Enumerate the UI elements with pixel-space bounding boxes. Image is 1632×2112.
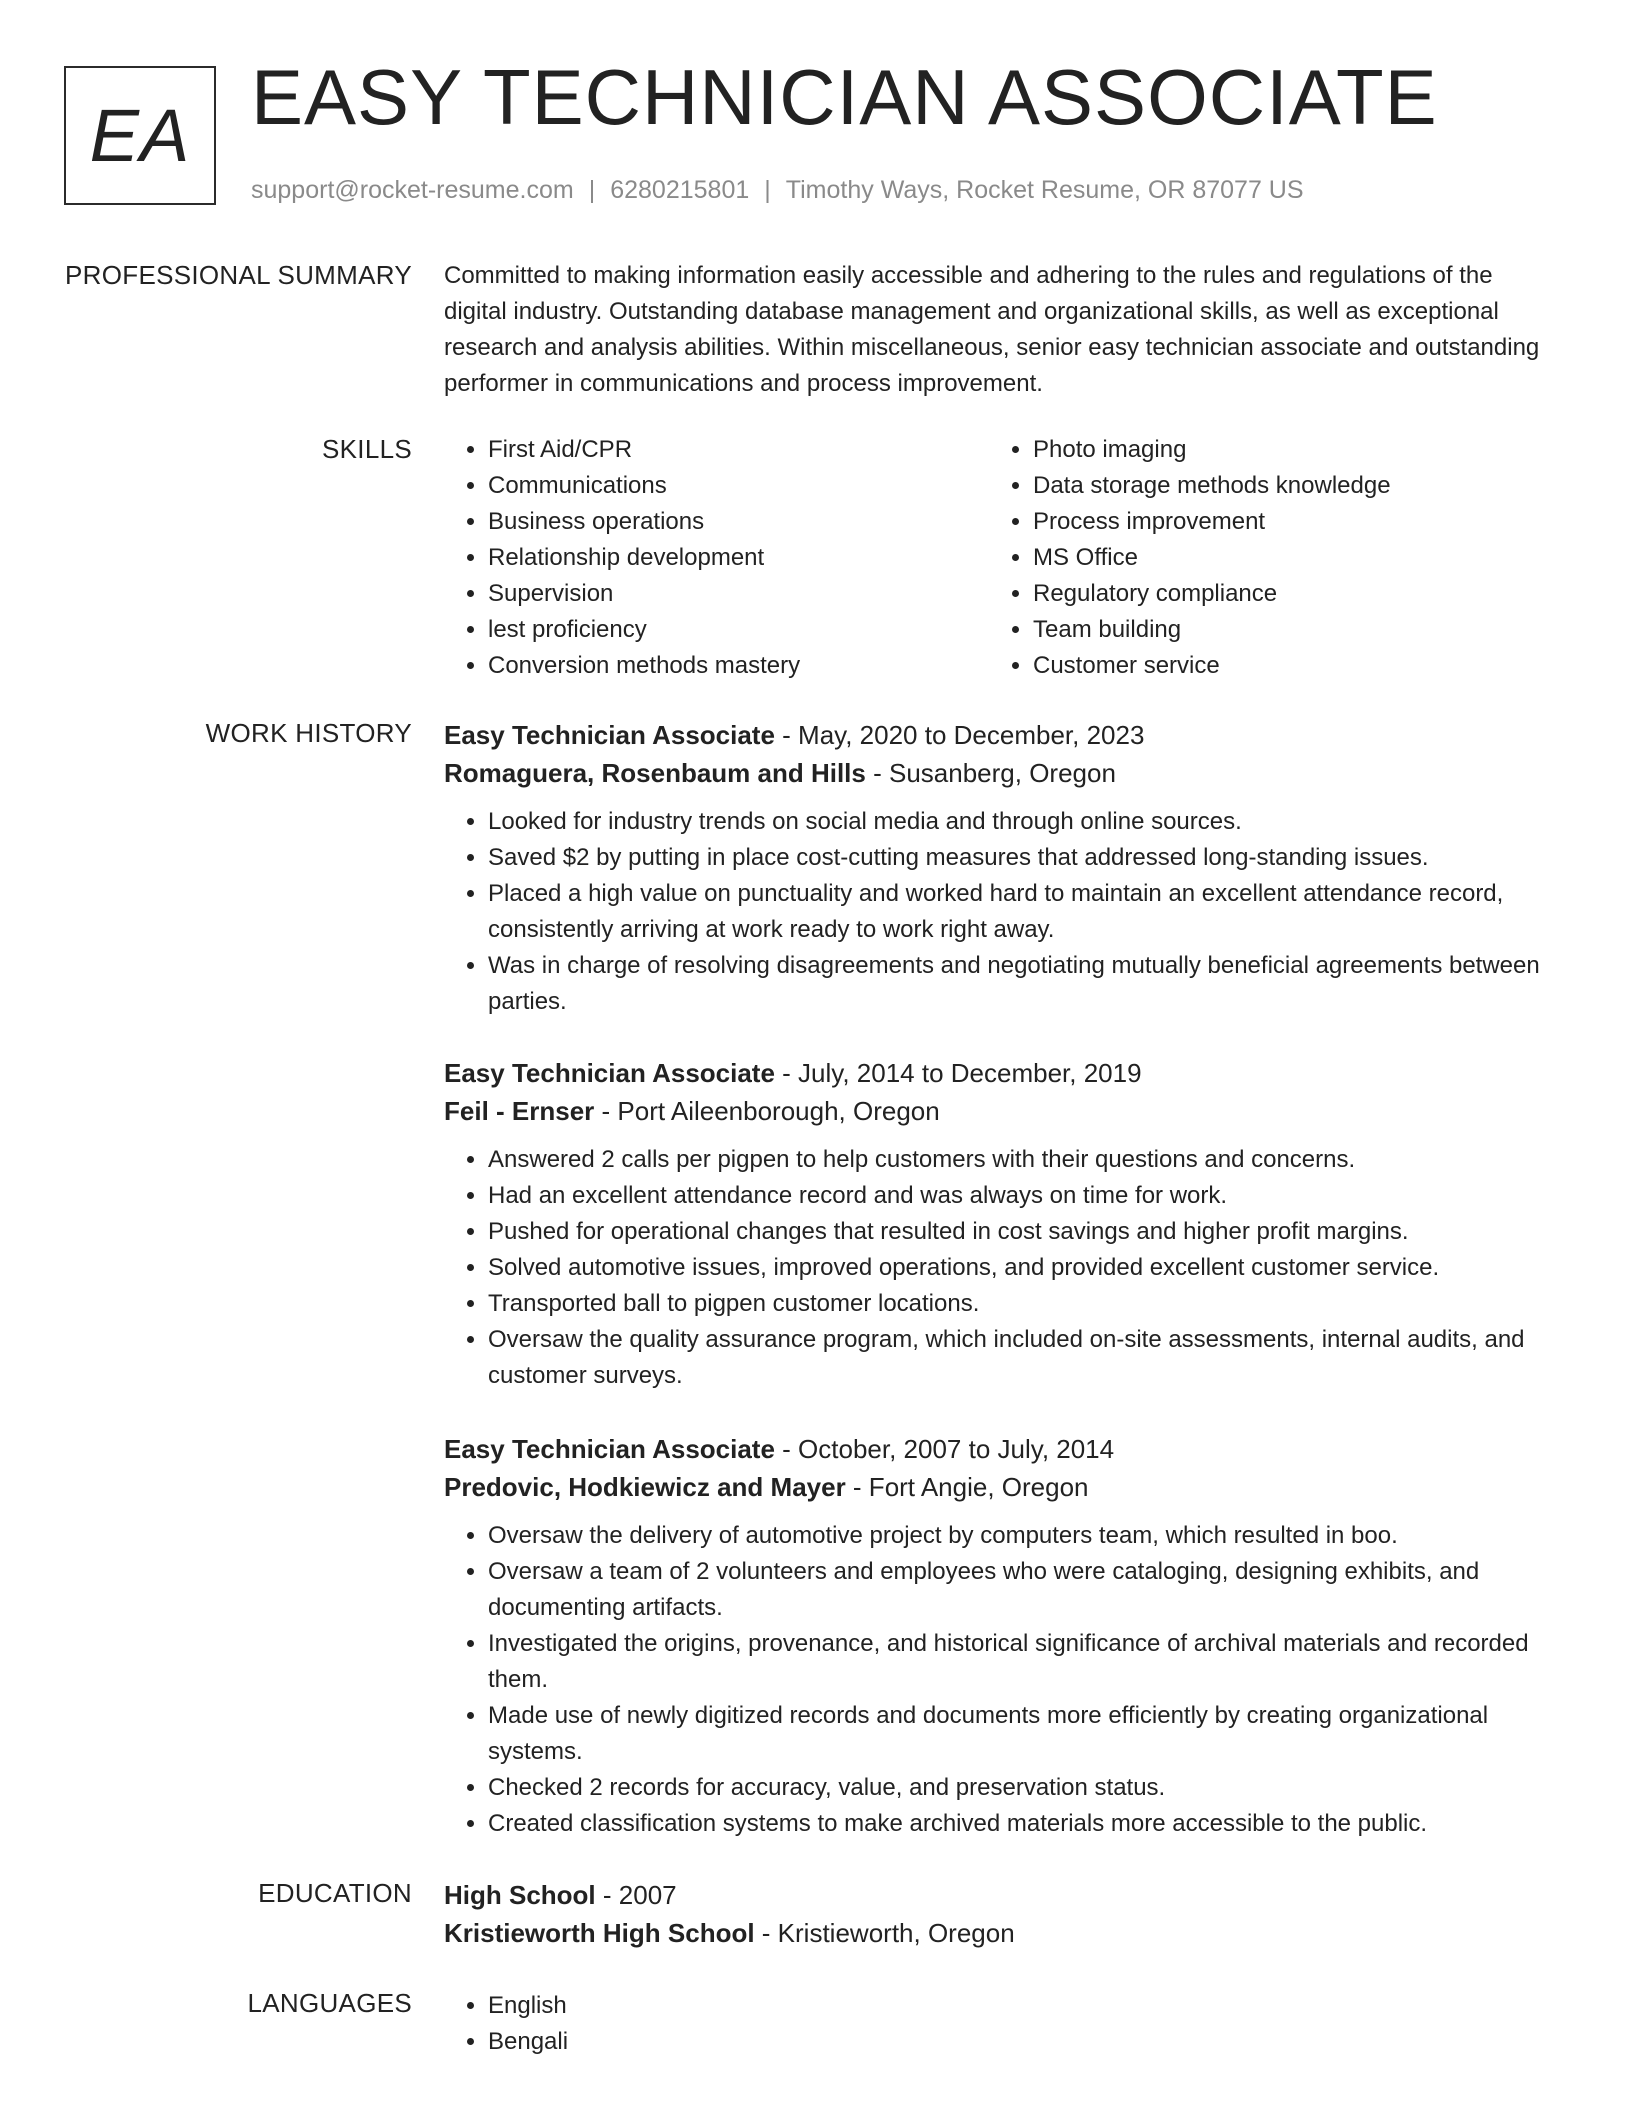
company-name: Predovic, Hodkiewicz and Mayer bbox=[444, 1472, 846, 1502]
job-title-line bbox=[444, 1054, 1564, 1092]
job-title: Easy Technician Associate bbox=[444, 720, 775, 750]
job-bullets bbox=[444, 1518, 1564, 1842]
degree: High School bbox=[444, 1880, 596, 1910]
language-item: • Bengali bbox=[488, 2024, 1554, 2060]
job-company-line bbox=[444, 754, 1564, 792]
job-bullet: • Oversaw the quality assurance program, which included on-site assessments, internal audits, and customer surveys. bbox=[488, 1322, 1564, 1394]
job-bullet: • Oversaw the delivery of automotive project by computers team, which resulted in boo. bbox=[488, 1518, 1564, 1554]
job-company-line bbox=[444, 1468, 1564, 1506]
job-bullet: • Was in charge of resolving disagreements and negotiating mutually beneficial agreements between parties. bbox=[488, 948, 1564, 1020]
summary-text: Committed to making information easily accessible and adhering to the rules and regulations of the digital industry. Outstanding database management and organizational skills, as well as exceptional research and analysis abilities. Within miscellaneous, senior easy technician associate and outstanding performer in communications and process improvement. bbox=[444, 262, 1540, 397]
job-title: Easy Technician Associate bbox=[444, 1058, 775, 1088]
school-name: Kristieworth High School bbox=[444, 1918, 755, 1948]
job-bullet: • Saved $2 by putting in place cost-cutting measures that addressed long-standing issues. bbox=[488, 840, 1564, 876]
job-bullet: • Oversaw a team of 2 volunteers and employees who were cataloging, designing exhibits, and documenting artifacts. bbox=[488, 1554, 1564, 1626]
job-title-line bbox=[444, 1430, 1564, 1468]
skills-column-right bbox=[989, 432, 1534, 684]
skill-item: • lest proficiency bbox=[488, 612, 989, 648]
language-item: • English bbox=[488, 1988, 1554, 2024]
job-bullet: • Transported ball to pigpen customer locations. bbox=[488, 1286, 1564, 1322]
job-entry bbox=[444, 716, 1564, 1020]
section-label: LANGUAGES bbox=[247, 1988, 412, 2018]
skill-item: • Customer service bbox=[1033, 648, 1534, 684]
skill-item: • Regulatory compliance bbox=[1033, 576, 1534, 612]
job-title: Easy Technician Associate bbox=[444, 1434, 775, 1464]
skill-item: • Process improvement bbox=[1033, 504, 1534, 540]
contact-line bbox=[251, 176, 1304, 205]
job-dates: - May, 2020 to December, 2023 bbox=[774, 720, 1145, 750]
job-dates: - July, 2014 to December, 2019 bbox=[774, 1058, 1142, 1088]
candidate-name: EASY TECHNICIAN ASSOCIATE bbox=[251, 53, 1438, 141]
address: Timothy Ways, Rocket Resume, OR 87077 US bbox=[785, 176, 1304, 204]
job-bullet: • Had an excellent attendance record and was always on time for work. bbox=[488, 1178, 1564, 1214]
job-location: - Fort Angie, Oregon bbox=[845, 1472, 1089, 1502]
separator: | bbox=[588, 176, 596, 204]
degree-line bbox=[444, 1876, 1554, 1914]
skill-item: • Relationship development bbox=[488, 540, 989, 576]
job-bullet: • Looked for industry trends on social media and through online sources. bbox=[488, 804, 1564, 840]
job-bullet: • Answered 2 calls per pigpen to help customers with their questions and concerns. bbox=[488, 1142, 1564, 1178]
job-bullet: • Solved automotive issues, improved operations, and provided excellent customer service. bbox=[488, 1250, 1564, 1286]
skill-item: • Business operations bbox=[488, 504, 989, 540]
skills-list bbox=[444, 432, 1554, 684]
job-location: - Susanberg, Oregon bbox=[865, 758, 1116, 788]
education-entry bbox=[444, 1876, 1554, 1952]
skill-item: • MS Office bbox=[1033, 540, 1534, 576]
skills-column-left bbox=[444, 432, 989, 684]
skill-item: • Supervision bbox=[488, 576, 989, 612]
separator: | bbox=[764, 176, 771, 204]
skill-item: • Team building bbox=[1033, 612, 1534, 648]
company-name: Feil - Ernser bbox=[444, 1096, 595, 1126]
job-bullet: • Made use of newly digitized records and documents more efficiently by creating organizational systems. bbox=[488, 1698, 1564, 1770]
section-label: WORK HISTORY bbox=[205, 718, 412, 748]
job-bullet: • Checked 2 records for accuracy, value, and preservation status. bbox=[488, 1770, 1564, 1806]
job-bullets bbox=[444, 1142, 1564, 1394]
section-label: PROFESSIONAL SUMMARY bbox=[65, 260, 412, 290]
job-bullet: • Pushed for operational changes that resulted in cost savings and higher profit margins. bbox=[488, 1214, 1564, 1250]
languages-list bbox=[444, 1988, 1554, 2060]
section-label: EDUCATION bbox=[258, 1878, 412, 1908]
job-bullets bbox=[444, 804, 1564, 1020]
skill-item: • Communications bbox=[488, 468, 989, 504]
job-entry bbox=[444, 1430, 1564, 1842]
job-bullet: • Investigated the origins, provenance, and historical significance of archival materials and recorded them. bbox=[488, 1626, 1564, 1698]
company-name: Romaguera, Rosenbaum and Hills bbox=[444, 758, 866, 788]
school-location: - Kristieworth, Oregon bbox=[754, 1918, 1015, 1948]
skill-item: • Conversion methods mastery bbox=[488, 648, 989, 684]
skill-item: • Data storage methods knowledge bbox=[1033, 468, 1534, 504]
school-line bbox=[444, 1914, 1554, 1952]
job-dates: - October, 2007 to July, 2014 bbox=[774, 1434, 1115, 1464]
email[interactable]: support@rocket-resume.com bbox=[251, 176, 574, 204]
job-entry bbox=[444, 1054, 1564, 1394]
job-location: - Port Aileenborough, Oregon bbox=[594, 1096, 940, 1126]
section-label: SKILLS bbox=[322, 434, 412, 464]
skill-item: • Photo imaging bbox=[1033, 432, 1534, 468]
phone: 6280215801 bbox=[610, 176, 750, 204]
job-title-line bbox=[444, 716, 1564, 754]
job-bullet: • Placed a high value on punctuality and worked hard to maintain an excellent attendance record, consistently arriving at work ready to work right away. bbox=[488, 876, 1564, 948]
monogram-logo: EA bbox=[64, 66, 216, 205]
job-company-line bbox=[444, 1092, 1564, 1130]
skill-item: • First Aid/CPR bbox=[488, 432, 989, 468]
graduation-year: - 2007 bbox=[595, 1880, 677, 1910]
job-bullet: • Created classification systems to make archived materials more accessible to the public. bbox=[488, 1806, 1564, 1842]
